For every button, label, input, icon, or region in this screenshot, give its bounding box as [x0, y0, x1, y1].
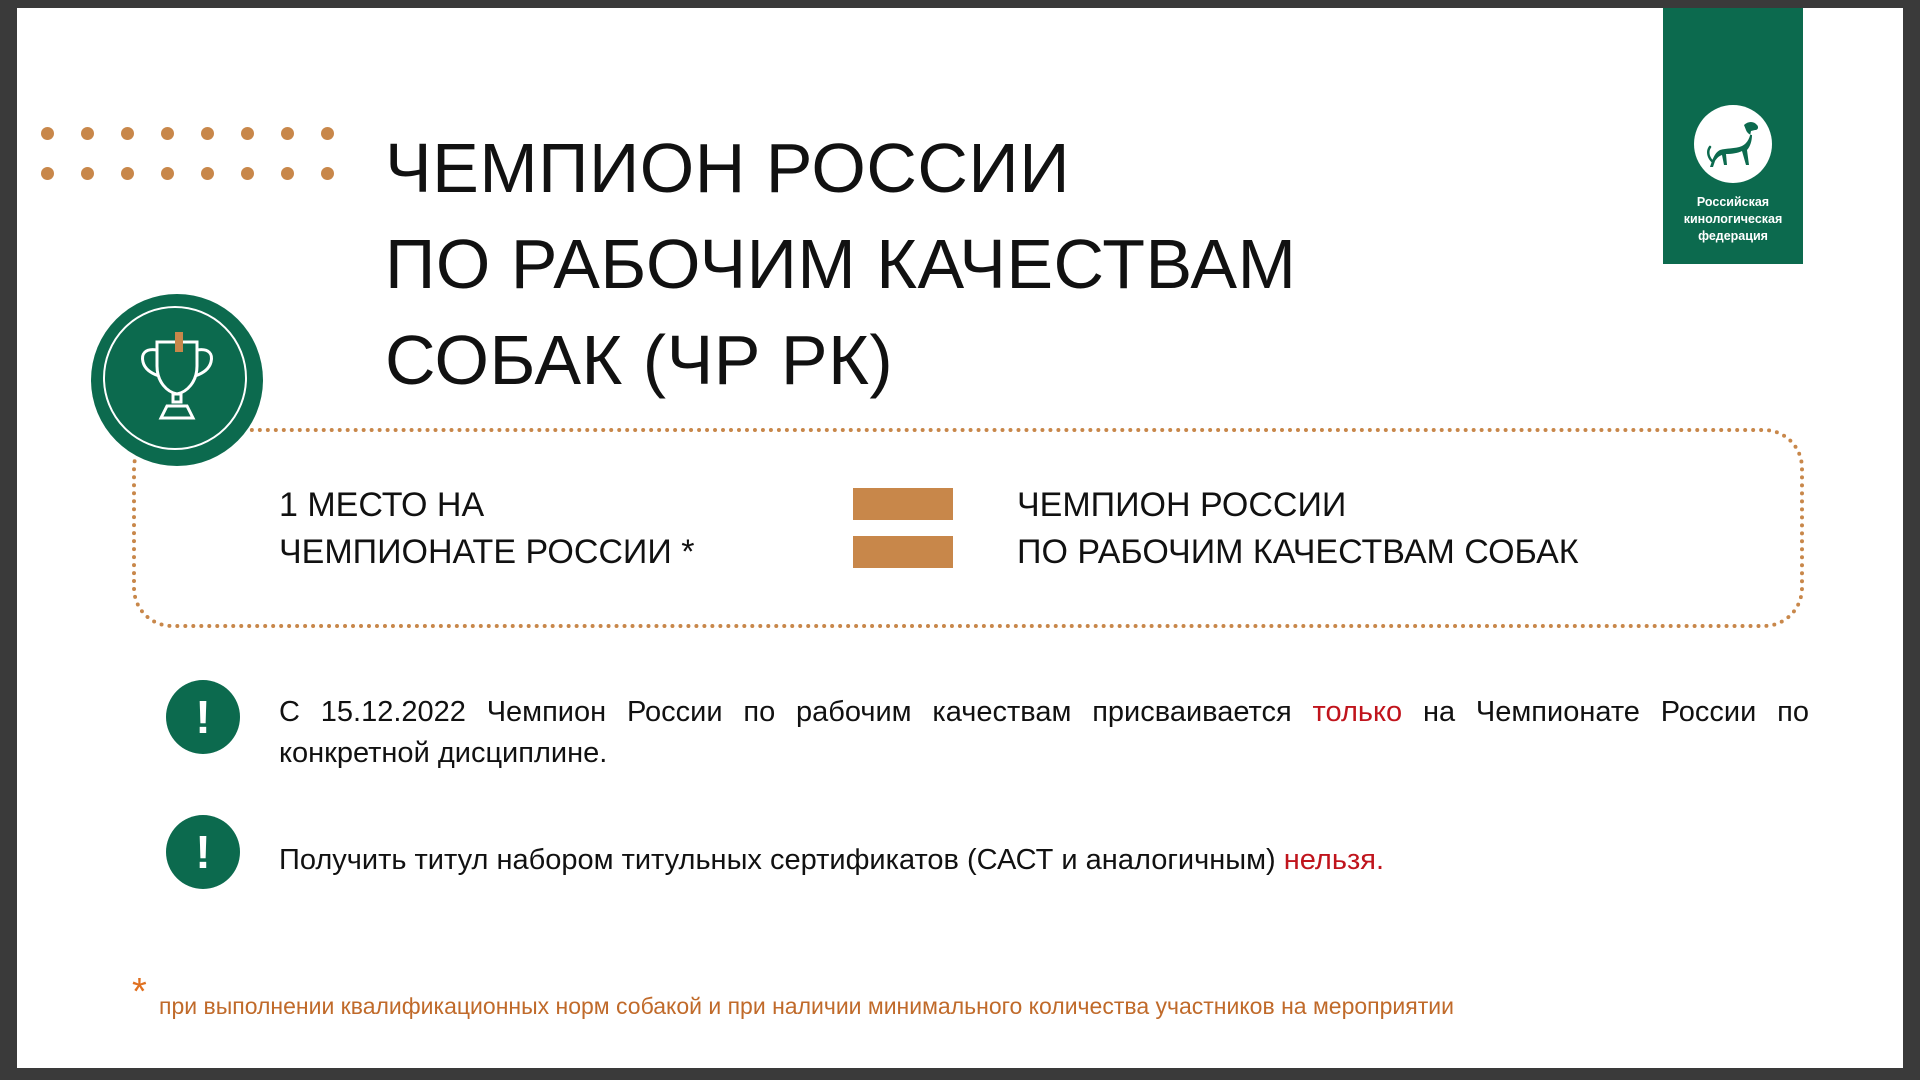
title-line: СОБАК (ЧР РК)	[385, 321, 894, 399]
note-text: Получить титул набором титульных сертификатов (САСТ и аналогичным)	[279, 844, 1284, 876]
equation-left-line: 1 МЕСТО НА	[279, 486, 485, 524]
equation-right-line: ЧЕМПИОН РОССИИ	[1017, 486, 1347, 524]
note-text: на Чемпионате России по конкретной дисциплине.	[279, 696, 1809, 769]
dog-icon	[1704, 117, 1762, 171]
dot	[201, 127, 214, 140]
footnote-asterisk: *	[132, 971, 147, 1013]
note-highlight: только	[1312, 696, 1403, 728]
dot	[121, 167, 134, 180]
footnote-text: при выполнении квалификационных норм собакой и при наличии минимального количества участников на мероприятии	[159, 993, 1454, 1019]
dot	[241, 167, 254, 180]
logo-caption	[1663, 194, 1803, 245]
dot	[321, 127, 334, 140]
exclamation-icon: !	[166, 815, 240, 889]
dot	[161, 167, 174, 180]
slide-title	[385, 120, 1296, 408]
equals-sign-top	[853, 488, 953, 520]
equals-sign-bottom	[853, 536, 953, 568]
rkf-logo	[1663, 8, 1803, 264]
dot	[161, 127, 174, 140]
equation-left-line: ЧЕМПИОНАТЕ РОССИИ *	[279, 533, 695, 571]
slide	[17, 8, 1903, 1068]
note-text: С 15.12.2022 Чемпион России по рабочим качествам присваивается	[279, 696, 1313, 728]
dot	[81, 167, 94, 180]
dot	[281, 167, 294, 180]
dot	[41, 127, 54, 140]
dot	[41, 167, 54, 180]
title-line: ПО РАБОЧИМ КАЧЕСТВАМ	[385, 225, 1297, 303]
title-line: ЧЕМПИОН РОССИИ	[385, 129, 1071, 207]
dot	[321, 167, 334, 180]
dot	[121, 127, 134, 140]
equation-right-line: ПО РАБОЧИМ КАЧЕСТВАМ СОБАК	[1017, 533, 1579, 571]
logo-caption-line: Российская	[1696, 195, 1770, 209]
equation-left	[279, 482, 695, 576]
logo-emblem	[1694, 105, 1772, 183]
dot	[281, 127, 294, 140]
trophy-icon	[127, 332, 227, 428]
decorative-dots	[41, 127, 341, 187]
dot	[201, 167, 214, 180]
logo-caption-line: кинологическая	[1683, 212, 1783, 226]
note-date-rule	[279, 692, 1809, 774]
dot	[81, 127, 94, 140]
dot	[241, 127, 254, 140]
exclamation-icon: !	[166, 680, 240, 754]
note-highlight: нельзя.	[1283, 844, 1385, 876]
trophy-badge	[91, 294, 263, 466]
note-certificates-rule	[279, 840, 1384, 881]
equation-right	[1017, 482, 1579, 576]
logo-caption-line: федерация	[1698, 229, 1768, 243]
